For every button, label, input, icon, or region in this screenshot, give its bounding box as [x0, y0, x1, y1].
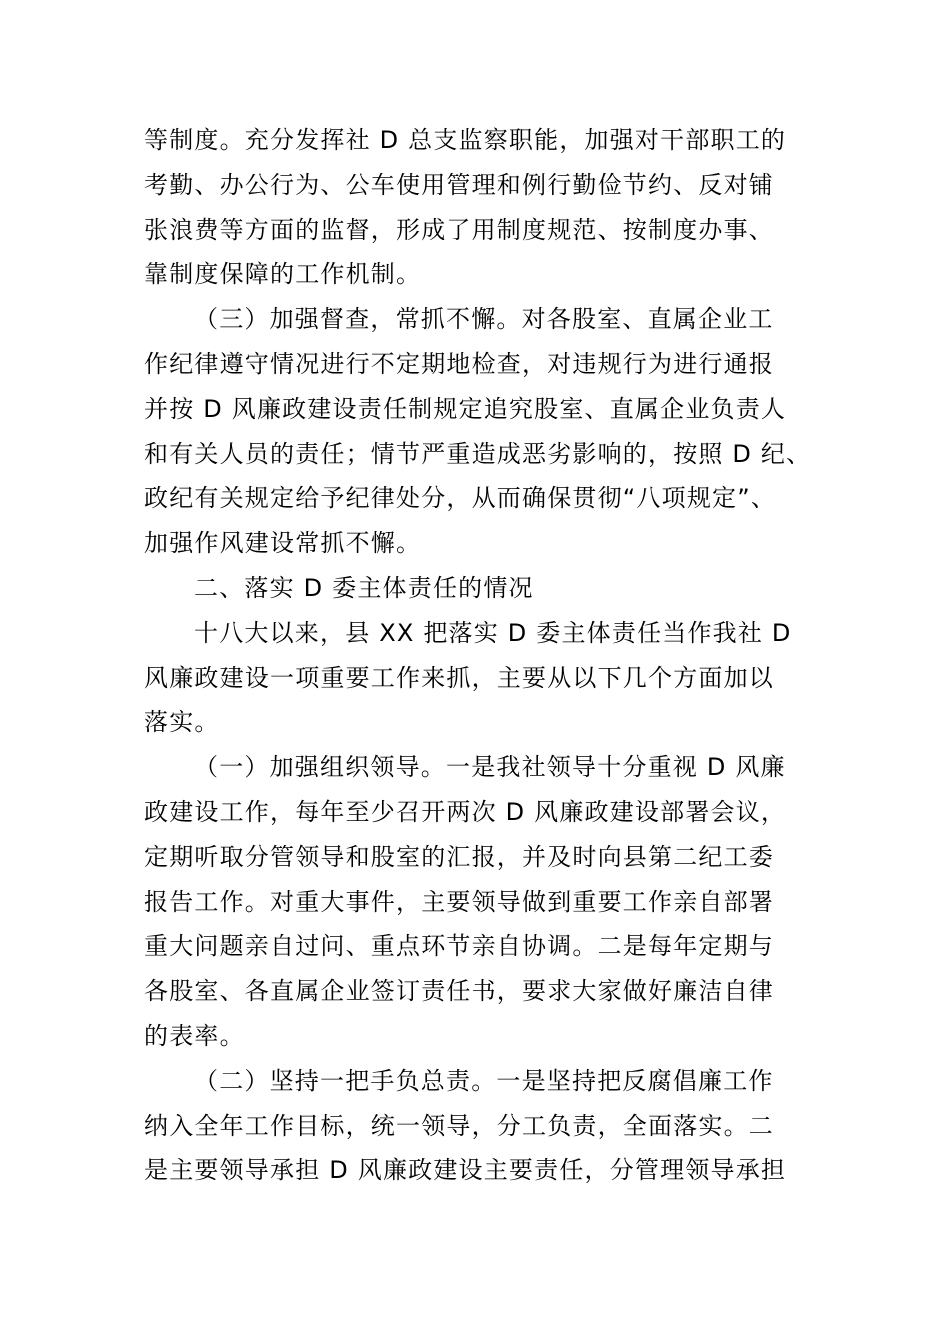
text-line: 纳入全年工作目标，统一领导，分工负责，全面落实。二 — [144, 1111, 774, 1140]
text-line: 政建设工作，每年至少召开两次 D 风廉政建设部署会议， — [144, 797, 787, 826]
paragraph-start-line: （一）加强组织领导。一是我社领导十分重视 D 风廉 — [194, 753, 786, 782]
text-line: 重大问题亲自过问、重点环节亲自协调。二是每年定期与 — [144, 932, 774, 961]
text-line: 张浪费等方面的监督，形成了用制度规范、按制度办事、 — [144, 215, 774, 244]
text-line: 报告工作。对重大事件，主要领导做到重要工作亲自部署 — [144, 887, 774, 916]
text-line: 等制度。充分发挥社 D 总支监察职能，加强对干部职工的 — [144, 126, 787, 154]
text-line: 政纪有关规定给予纪律处分，从而确保贯彻“八项规定”、 — [144, 484, 777, 513]
text-line: 定期听取分管领导和股室的汇报，并及时向县第二纪工委 — [144, 842, 774, 871]
text-line: 靠制度保障的工作机制。 — [144, 260, 422, 289]
text-line: 并按 D 风廉政建设责任制规定追究股室、直属企业负责人 — [144, 394, 787, 423]
text-line: 加强作风建设常抓不懈。 — [144, 529, 422, 558]
paragraph-start-line: 十八大以来，县 XX 把落实 D 委主体责任当作我社 D — [194, 618, 792, 647]
text-line: 是主要领导承担 D 风廉政建设主要责任，分管理领导承担 — [144, 1156, 787, 1185]
paragraph-start-line: （三）加强督查，常抓不懈。对各股室、直属企业工 — [194, 305, 774, 334]
paragraph-start-line: （二）坚持一把手负总责。一是坚持把反腐倡廉工作 — [194, 1066, 774, 1095]
text-line: 考勤、办公行为、公车使用管理和例行勤俭节约、反对铺 — [144, 170, 774, 199]
text-line: 落实。 — [144, 708, 220, 737]
text-line: 的表率。 — [144, 1021, 245, 1050]
section-heading: 二、落实 D 委主体责任的情况 — [194, 573, 534, 602]
text-line: 各股室、各直属企业签订责任书，要求大家做好廉洁自律 — [144, 977, 774, 1006]
document-body — [144, 118, 810, 1193]
text-line: 作纪律遵守情况进行不定期地检查，对违规行为进行通报 — [144, 349, 774, 378]
text-line: 风廉政建设一项重要工作来抓，主要从以下几个方面加以 — [144, 663, 774, 692]
text-line: 和有关人员的责任；情节严重造成恶劣影响的，按照 D 纪、 — [144, 439, 812, 468]
